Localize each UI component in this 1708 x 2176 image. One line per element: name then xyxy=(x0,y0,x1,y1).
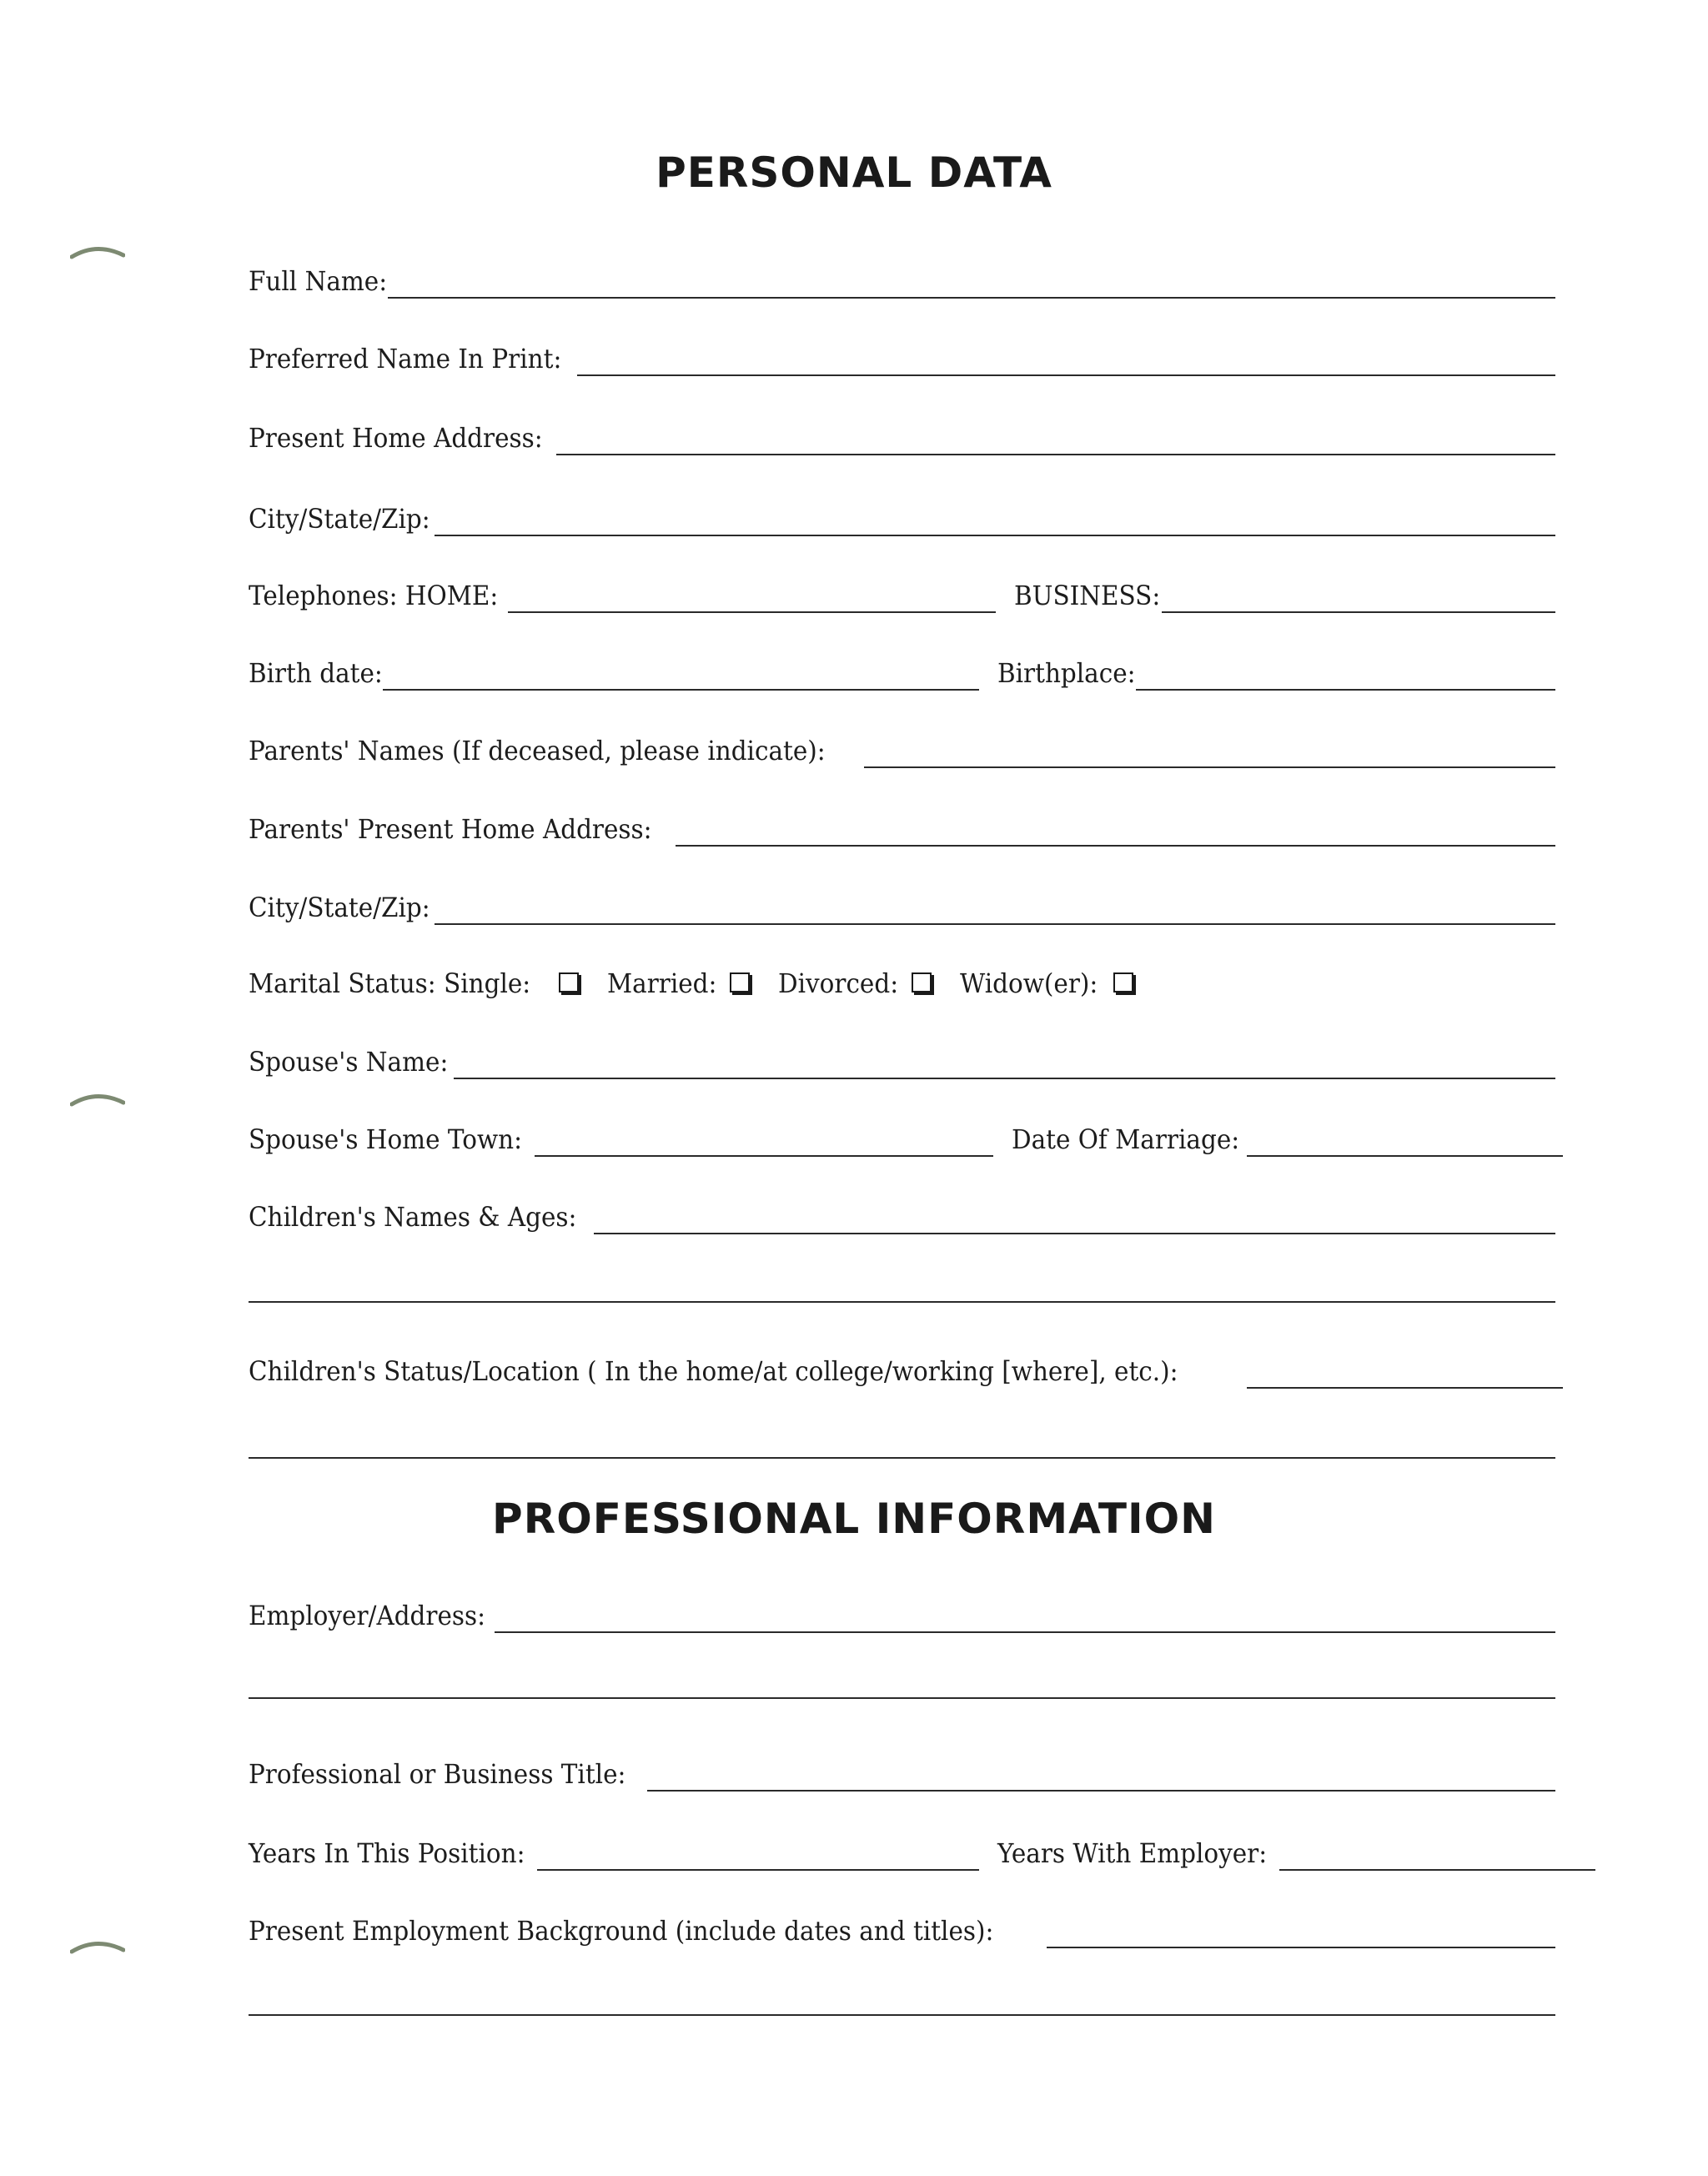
parents-names-row xyxy=(249,720,1555,768)
telephone-home-field[interactable] xyxy=(508,578,996,613)
years-in-position-label: Years In This Position: xyxy=(249,1837,525,1869)
years-with-employer-field[interactable] xyxy=(1279,1836,1595,1871)
marital-divorced-label: Divorced: xyxy=(777,967,898,999)
birth-row xyxy=(249,642,1555,691)
parents-city-state-zip-label: City/State/Zip: xyxy=(249,892,430,923)
children-names-field[interactable] xyxy=(594,1199,1555,1234)
binder-hole-mark-middle xyxy=(70,1089,125,1109)
preferred-name-row xyxy=(249,328,1555,376)
years-in-position-field[interactable] xyxy=(537,1836,979,1871)
parents-names-field[interactable] xyxy=(864,733,1555,768)
children-names-field-line-2[interactable] xyxy=(249,1268,1555,1303)
city-state-zip-row xyxy=(249,488,1555,536)
children-status-field[interactable] xyxy=(1247,1354,1563,1389)
birthplace-label: Birthplace: xyxy=(997,657,1136,689)
binder-hole-mark-top xyxy=(70,242,125,262)
employment-background-field[interactable] xyxy=(1047,1913,1555,1948)
marital-status-options xyxy=(249,967,1162,1001)
parents-address-row xyxy=(249,798,1555,847)
telephone-business-field[interactable] xyxy=(1162,578,1555,613)
full-name-field[interactable] xyxy=(388,264,1555,299)
employment-background-label: Present Employment Background (include dates and titles): xyxy=(249,1915,994,1947)
home-address-field[interactable] xyxy=(556,420,1555,455)
employer-address-label: Employer/Address: xyxy=(249,1600,486,1631)
children-status-row xyxy=(249,1340,1555,1389)
full-name-row xyxy=(249,250,1555,299)
spouse-hometown-row xyxy=(249,1108,1555,1157)
years-row xyxy=(249,1822,1555,1871)
marital-widow-label: Widow(er): xyxy=(960,967,1098,999)
telephone-home-label: Telephones: HOME: xyxy=(249,580,499,611)
marital-married-label: Married: xyxy=(606,967,717,999)
marital-divorced-checkbox[interactable] xyxy=(912,972,932,993)
marital-widow-checkbox[interactable] xyxy=(1113,972,1133,993)
children-names-row xyxy=(249,1186,1555,1234)
home-address-row xyxy=(249,407,1555,455)
marital-widow-option xyxy=(960,967,1133,1001)
personal-data-heading: PERSONAL DATA xyxy=(656,148,1052,197)
parents-names-label: Parents' Names (If deceased, please indicate): xyxy=(249,735,826,766)
preferred-name-field[interactable] xyxy=(577,341,1555,376)
professional-information-heading: PROFESSIONAL INFORMATION xyxy=(492,1495,1216,1543)
birth-date-label: Birth date: xyxy=(249,657,383,689)
marital-single-checkbox[interactable] xyxy=(559,972,579,993)
date-of-marriage-label: Date Of Marriage: xyxy=(1011,1123,1239,1155)
professional-title-label: Professional or Business Title: xyxy=(249,1758,626,1790)
employer-address-field[interactable] xyxy=(495,1598,1555,1633)
birthplace-field[interactable] xyxy=(1136,656,1555,691)
home-address-label: Present Home Address: xyxy=(249,422,543,454)
city-state-zip-label: City/State/Zip: xyxy=(249,503,430,535)
employer-address-row xyxy=(249,1585,1555,1633)
city-state-zip-field[interactable] xyxy=(435,501,1555,536)
date-of-marriage-field[interactable] xyxy=(1247,1122,1563,1157)
parents-city-state-zip-field[interactable] xyxy=(435,890,1555,925)
parents-city-state-zip-row xyxy=(249,877,1555,925)
birth-date-field[interactable] xyxy=(383,656,979,691)
marital-divorced-option xyxy=(778,967,932,1001)
marital-single-option xyxy=(249,967,579,1001)
marital-married-option xyxy=(607,967,750,1001)
employment-background-row xyxy=(249,1900,1555,1948)
binder-hole-mark-bottom xyxy=(70,1937,125,1957)
spouse-home-town-field[interactable] xyxy=(535,1122,993,1157)
parents-address-field[interactable] xyxy=(676,812,1555,847)
employment-background-field-line-2[interactable] xyxy=(249,1981,1555,2016)
children-names-label: Children's Names & Ages: xyxy=(249,1201,577,1233)
marital-married-checkbox[interactable] xyxy=(730,972,750,993)
children-status-label: Children's Status/Location ( In the home/at college/working [where], etc.): xyxy=(249,1355,1178,1387)
telephone-business-label: BUSINESS: xyxy=(1014,580,1161,611)
professional-title-field[interactable] xyxy=(647,1756,1555,1792)
children-status-field-line-2[interactable] xyxy=(249,1424,1555,1459)
preferred-name-label: Preferred Name In Print: xyxy=(249,343,562,374)
years-with-employer-label: Years With Employer: xyxy=(997,1837,1268,1869)
telephones-row xyxy=(249,565,1555,613)
marital-status-row xyxy=(249,952,1555,1001)
professional-title-row xyxy=(249,1743,1555,1792)
spouse-name-field[interactable] xyxy=(454,1044,1555,1079)
spouse-name-label: Spouse's Name: xyxy=(249,1046,449,1078)
parents-address-label: Parents' Present Home Address: xyxy=(249,813,652,845)
spouse-name-row xyxy=(249,1031,1555,1079)
employer-address-field-line-2[interactable] xyxy=(249,1664,1555,1699)
full-name-label: Full Name: xyxy=(249,265,388,297)
spouse-home-town-label: Spouse's Home Town: xyxy=(249,1123,523,1155)
marital-single-label: Marital Status: Single: xyxy=(249,967,531,999)
